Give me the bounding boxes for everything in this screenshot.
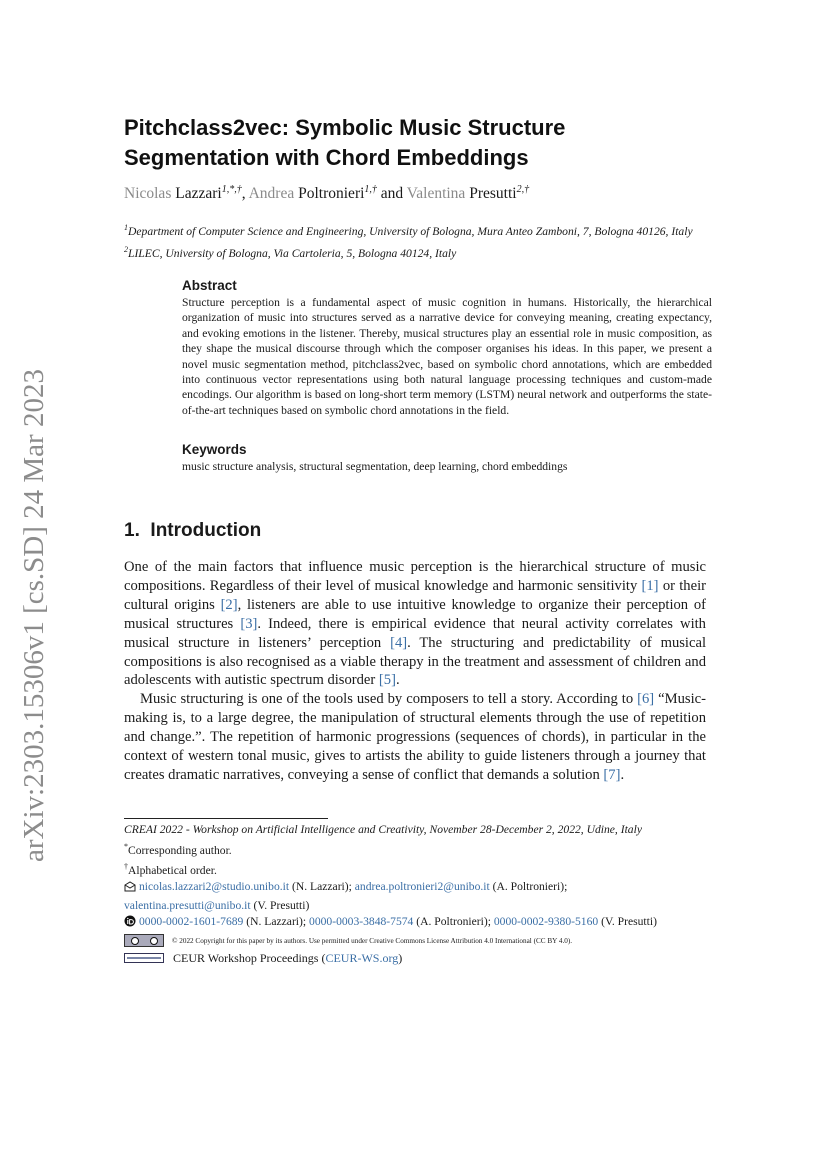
paragraph-text-segment: . Indeed, there is empirical evidence that neural activity correlates with musical structure in listeners’ perception xyxy=(124,615,706,651)
abstract-section xyxy=(182,278,712,418)
email-link-3[interactable]: valentina.presutti@unibo.it xyxy=(124,898,251,912)
paragraph-text-segment: , listeners are able to use intuitive knowledge to organize their perception of musical structures xyxy=(124,596,706,632)
alphabetical-note: †Alphabetical order. xyxy=(124,861,217,877)
orcid-link-2[interactable]: 0000-0003-3848-7574 xyxy=(309,915,414,929)
paragraph-text-segment: “Music-making is, to a large degree, the manipulation of structural elements through the use of repetition and change.”. The repetition of harmonic progressions (sequences of chords), in particular in the context of western tonal music, gives to artists the ability to guide listeners through a journey that creates dramatic narratives, conveying a sense of conflict that demands a solution xyxy=(124,691,706,783)
affiliation-1: $^1$Department of Computer Science and Engineering, University of Bologna, Mura Anteo Zamboni, 7, Bologna 40126, Italy xyxy=(124,223,693,238)
corresponding-note: *Corresponding author. xyxy=(124,841,232,857)
email-line-2: valentina.presutti@unibo.it (V. Presutti) xyxy=(124,898,310,912)
citation-link[interactable]: [6] xyxy=(637,691,655,708)
citation-link[interactable]: [3] xyxy=(240,615,258,632)
paragraph-text-segment: . xyxy=(395,672,400,689)
paragraph-text-segment: Music structuring is one of the tools used by composers to tell a story. According to xyxy=(140,691,638,708)
section-heading xyxy=(124,520,261,542)
abstract-heading: Abstract xyxy=(182,278,237,293)
ceur-line: CEUR Workshop Proceedings ( CEUR-WS.org ) xyxy=(124,950,714,967)
paragraph-text-segment: . The structuring and predictability of musical compositions is also recognised as a viable therapy in the treatment and assessment of children and adolescents with autistic spectrum disorder xyxy=(124,634,706,689)
footnote-rule xyxy=(124,818,328,819)
keywords-section xyxy=(182,442,712,474)
citation-link[interactable]: [7] xyxy=(603,766,621,783)
orcid-line: 0000-0002-1601-7689 (N. Lazzari); 0000-0003-3848-7574 (A. Poltronieri); 0000-0002-9380-5160 (V. Presutti) xyxy=(124,914,714,933)
orcid-link-3[interactable]: 0000-0002-9380-5160 xyxy=(493,915,599,929)
ceur-logo-icon xyxy=(124,953,164,963)
copyright-line xyxy=(124,933,714,950)
author-1[interactable]: Nicolas Lazzari$^{1,*,\dagger}$ xyxy=(124,184,242,203)
introduction-body xyxy=(124,558,706,785)
venue-note: CREAI 2022 - Workshop on Artificial Intelligence and Creativity, November 28-December 2, 2022, Udine, Italy xyxy=(124,823,642,836)
citation-link[interactable]: [1] xyxy=(641,577,659,594)
author-2[interactable]: Andrea Poltronieri$^{1,\dagger}$ xyxy=(248,184,377,203)
author-3[interactable]: Valentina Presutti$^{2,\dagger}$ xyxy=(406,184,530,203)
paragraph-text-segment: or their cultural origins xyxy=(124,577,706,613)
paper-title xyxy=(124,113,706,173)
section-title: Introduction xyxy=(150,520,262,541)
abstract-text: Structure perception is a fundamental aspect of music cognition in humans. Historically, the hierarchical organization of music into structures served as a narrative device for conveying meaning, creating expectancy, and evoking emotions in the listener. Thereby, musical structures play an essential role in music composition, as they shape the musical discourse through which the composer organises his ideas. In this paper, we present a novel music segmentation method, pitchclass2vec, based on symbolic chord annotations, which are embedded into continuous vector representations using both natural language processing techniques and custom-made encodings. Our algorithm is based on long-short term memory (LSTM) neural network and outperforms the state-of-the-art techniques based on symbolic chord annotations in the field. xyxy=(182,296,712,417)
email-link-2[interactable]: andrea.poltronieri2@unibo.it xyxy=(354,880,490,894)
citation-link[interactable]: [4] xyxy=(390,634,408,651)
title-line-2: Segmentation with Chord Embeddings xyxy=(124,145,529,170)
keywords-heading: Keywords xyxy=(182,442,247,457)
affiliation-2: $^2$LILEC, University of Bologna, Via Cartoleria, 5, Bologna 40124, Italy xyxy=(124,244,457,260)
envelope-icon xyxy=(124,881,136,898)
paragraph-text-segment: . xyxy=(620,766,625,783)
copyright-text: © 2022 Copyright for this paper by its authors. Use permitted under Creative Commons License Attribution 4.0 International (CC BY 4.0). xyxy=(172,936,573,945)
affiliations xyxy=(124,219,714,263)
citation-link[interactable]: [5] xyxy=(378,672,396,689)
email-link-1[interactable]: nicolas.lazzari2@studio.unibo.it xyxy=(139,880,290,894)
email-line: nicolas.lazzari2@studio.unibo.it (N. Lazzari); andrea.poltronieri2@unibo.it (A. Poltronieri); xyxy=(124,879,714,898)
paragraph-2 xyxy=(124,690,706,785)
footnotes xyxy=(124,822,714,967)
section-number: 1. xyxy=(124,520,140,541)
paragraph-1 xyxy=(124,558,706,690)
orcid-link-1[interactable]: 0000-0002-1601-7689 xyxy=(139,915,244,929)
paragraph-text-segment: One of the main factors that influence music perception is the hierarchical structure of music compositions. Regardless of their level of musical knowledge and harmonic sensitivity xyxy=(124,559,706,594)
orcid-icon xyxy=(124,915,136,933)
keywords-text: music structure analysis, structural segmentation, deep learning, chord embeddings xyxy=(182,460,568,473)
title-line-1: Pitchclass2vec: Symbolic Music Structure xyxy=(124,115,566,140)
citation-link[interactable]: [2] xyxy=(220,596,238,613)
arxiv-side-stamp: arXiv:2303.15306v1 [cs.SD] 24 Mar 2023 xyxy=(18,369,50,862)
ceur-link[interactable]: CEUR-WS.org xyxy=(325,951,399,966)
cc-by-badge-icon xyxy=(124,934,164,947)
author-list: Nicolas Lazzari$^{1,*,\dagger}$, Andrea Poltronieri$^{1,\dagger}$ and Valentina Presutti$^{2,\dagger}$ xyxy=(124,184,530,203)
